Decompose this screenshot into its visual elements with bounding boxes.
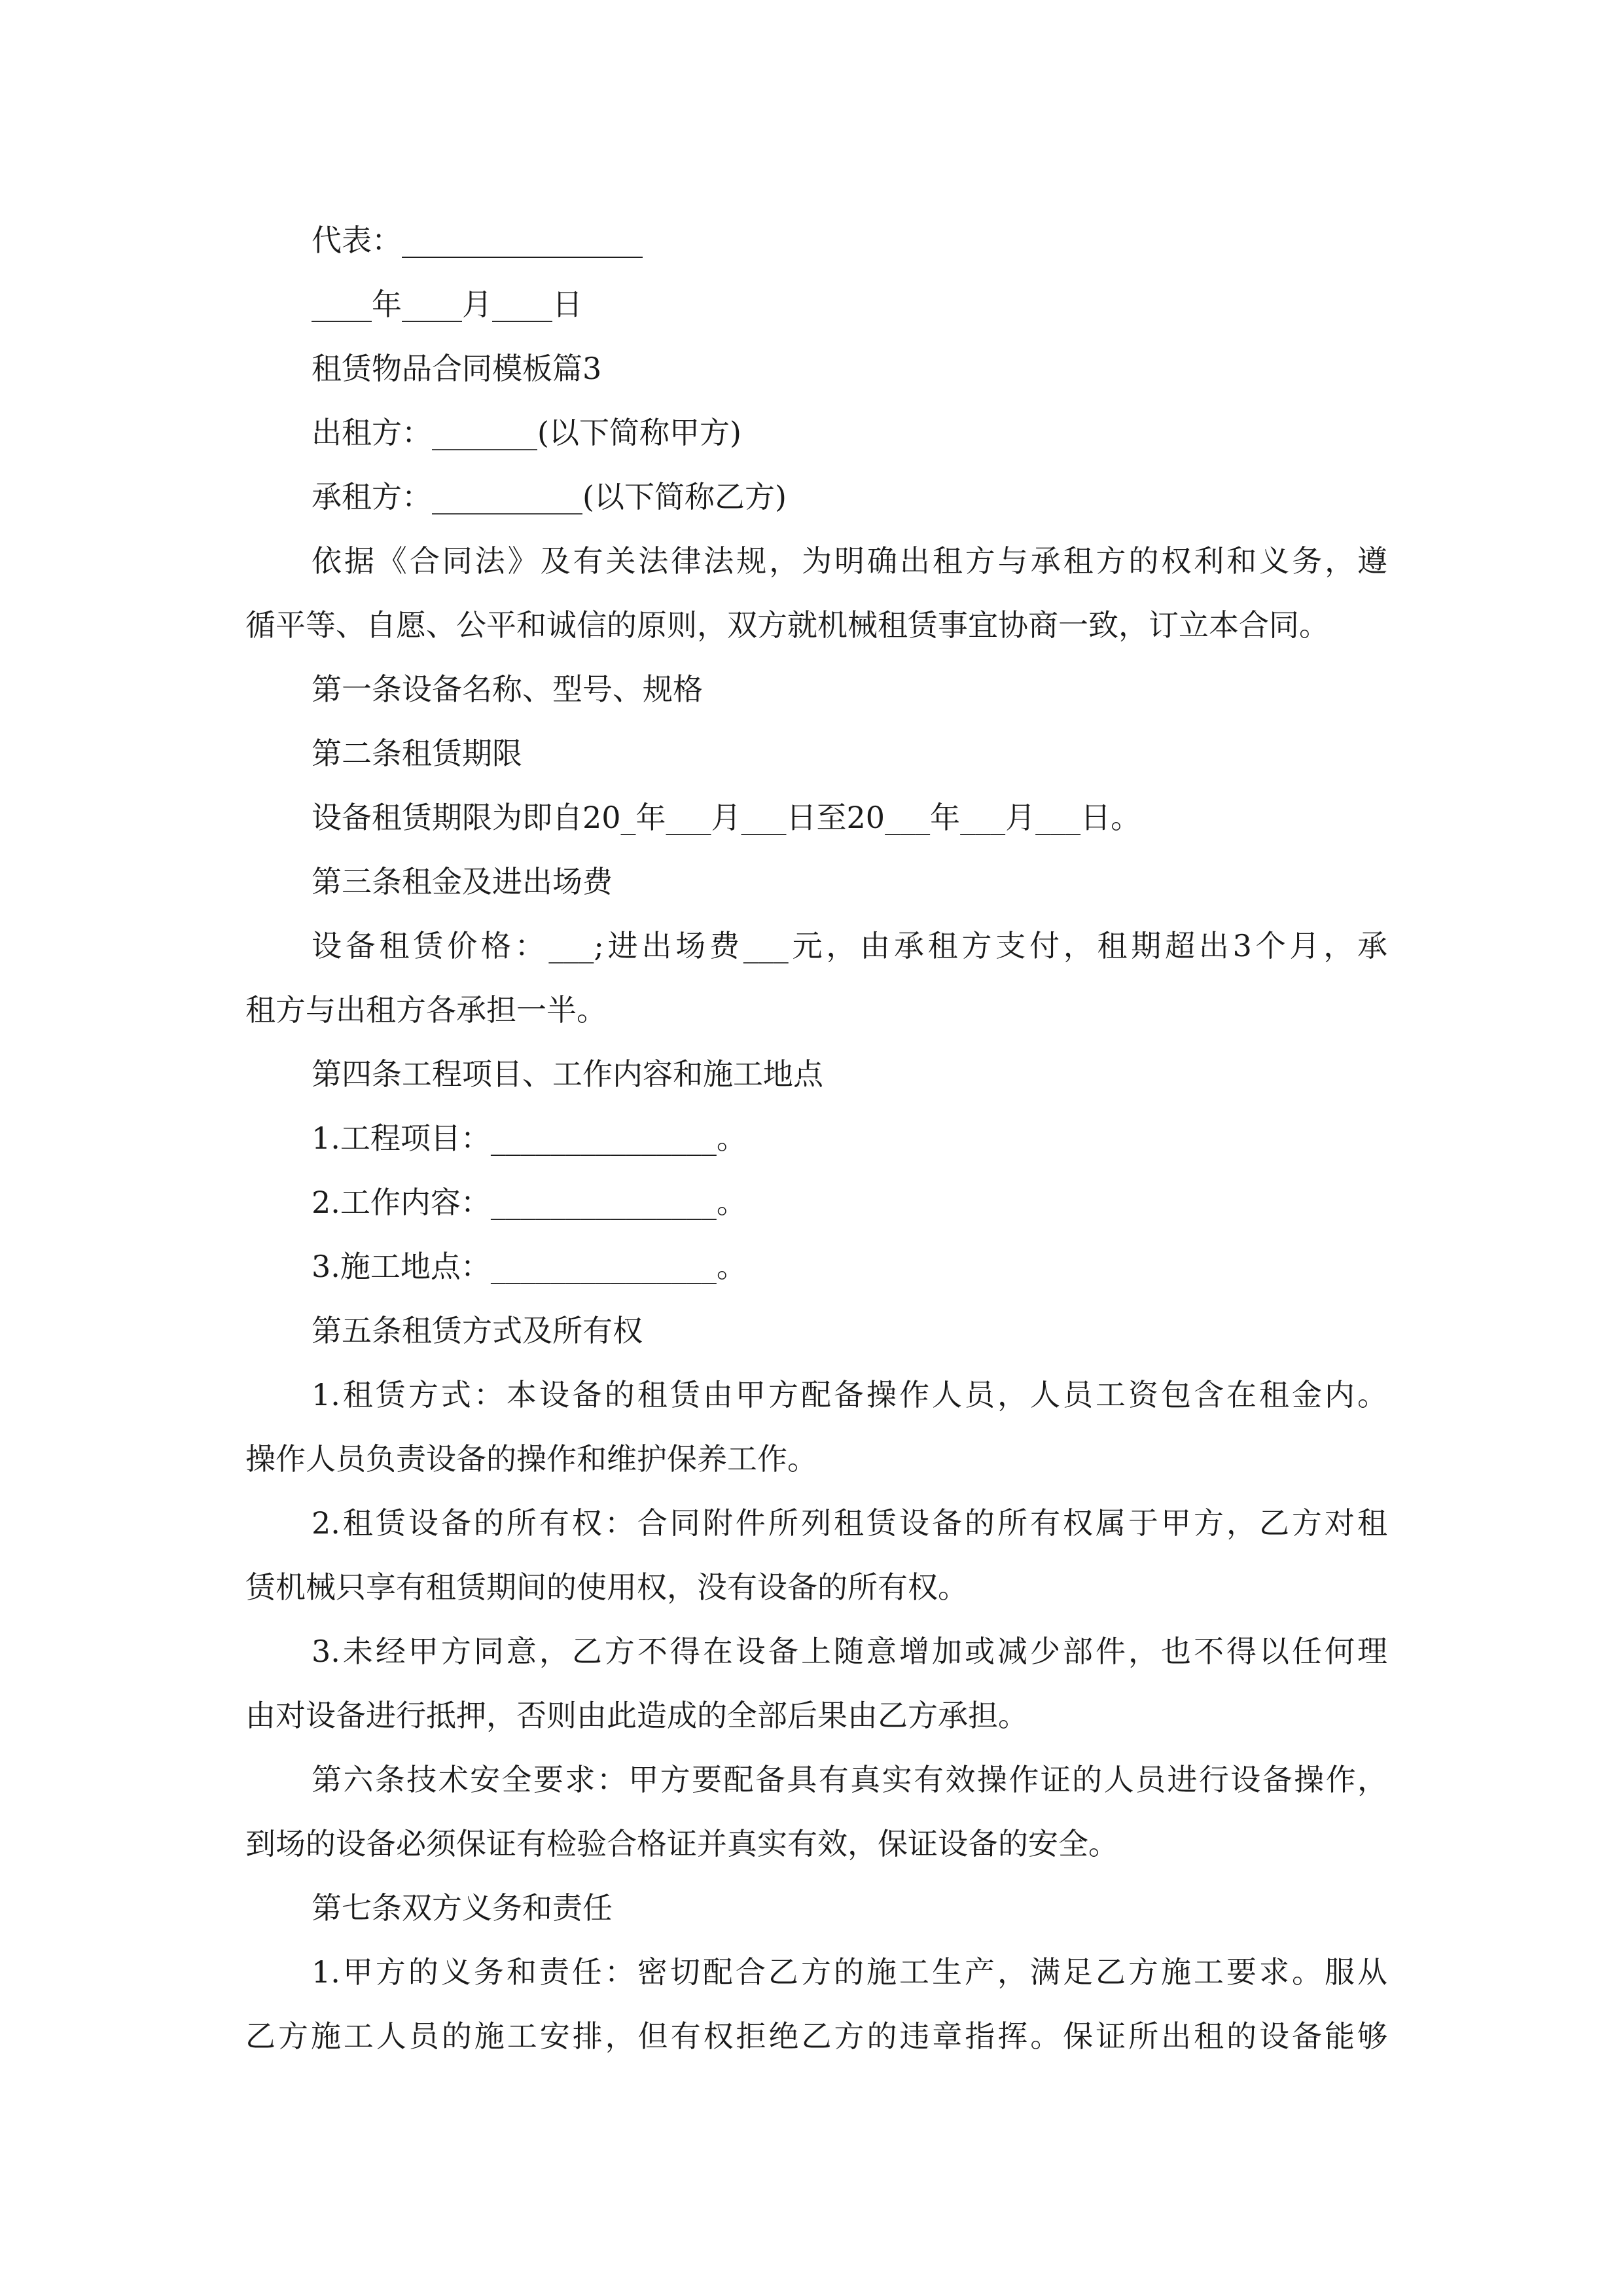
project-item-3: 3.施工地点：_______________。 xyxy=(312,1249,747,1284)
article-1-heading: 第一条设备名称、型号、规格 xyxy=(312,672,703,707)
article-6-line-1: 第六条技术安全要求：甲方要配备具有真实有效操作证的人员进行设备操作， xyxy=(312,1762,1387,1797)
lessor-line: 出租方：_______(以下简称甲方) xyxy=(312,415,741,450)
section-title: 租赁物品合同模板篇3 xyxy=(312,351,602,386)
representative-line: 代表：________________ xyxy=(312,223,643,258)
article-3-heading: 第三条租金及进出场费 xyxy=(312,864,613,899)
preamble-line-2: 循平等、自愿、公平和诚信的原则，双方就机械租赁事宜协商一致，订立本合同。 xyxy=(245,607,1329,643)
lessee-line: 承租方：__________(以下简称乙方) xyxy=(312,479,787,514)
ownership-line-1: 2.租赁设备的所有权：合同附件所列租赁设备的所有权属于甲方，乙方对租 xyxy=(312,1505,1387,1541)
article-5-heading: 第五条租赁方式及所有权 xyxy=(312,1313,643,1348)
document-page xyxy=(245,208,1387,2068)
article-4-heading: 第四条工程项目、工作内容和施工地点 xyxy=(312,1056,823,1092)
consent-line-2: 由对设备进行抵押，否则由此造成的全部后果由乙方承担。 xyxy=(245,1698,1028,1733)
article-2-heading: 第二条租赁期限 xyxy=(312,736,522,771)
date-line: ____年____月____日 xyxy=(312,287,582,322)
project-item-1: 1.工程项目：_______________。 xyxy=(312,1121,747,1156)
article-7-heading: 第七条双方义务和责任 xyxy=(312,1890,613,1926)
consent-line-1: 3.未经甲方同意，乙方不得在设备上随意增加或减少部件，也不得以任何理 xyxy=(312,1634,1387,1669)
party-a-duty-line-1: 1.甲方的义务和责任：密切配合乙方的施工生产，满足乙方施工要求。服从 xyxy=(312,1954,1387,1990)
ownership-line-2: 赁机械只享有租赁期间的使用权，没有设备的所有权。 xyxy=(245,1570,968,1605)
lease-mode-line-2: 操作人员负责设备的操作和维护保养工作。 xyxy=(245,1441,817,1477)
lease-mode-line-1: 1.租赁方式：本设备的租赁由甲方配备操作人员，人员工资包含在租金内。 xyxy=(312,1377,1387,1412)
article-6-line-2: 到场的设备必须保证有检验合格证并真实有效，保证设备的安全。 xyxy=(245,1826,1118,1861)
rent-line-2: 租方与出租方各承担一半。 xyxy=(245,992,607,1028)
preamble-line-1: 依据《合同法》及有关法律法规，为明确出租方与承租方的权利和义务，遵 xyxy=(312,543,1387,579)
lease-term-line: 设备租赁期限为即自20_年___月___日至20___年___月___日。 xyxy=(312,800,1141,835)
party-a-duty-line-2: 乙方施工人员的施工安排，但有权拒绝乙方的违章指挥。保证所出租的设备能够 xyxy=(245,2018,1387,2054)
rent-line-1: 设备租赁价格：___;进出场费___元，由承租方支付，租期超出3个月，承 xyxy=(312,928,1387,963)
project-item-2: 2.工作内容：_______________。 xyxy=(312,1185,747,1220)
